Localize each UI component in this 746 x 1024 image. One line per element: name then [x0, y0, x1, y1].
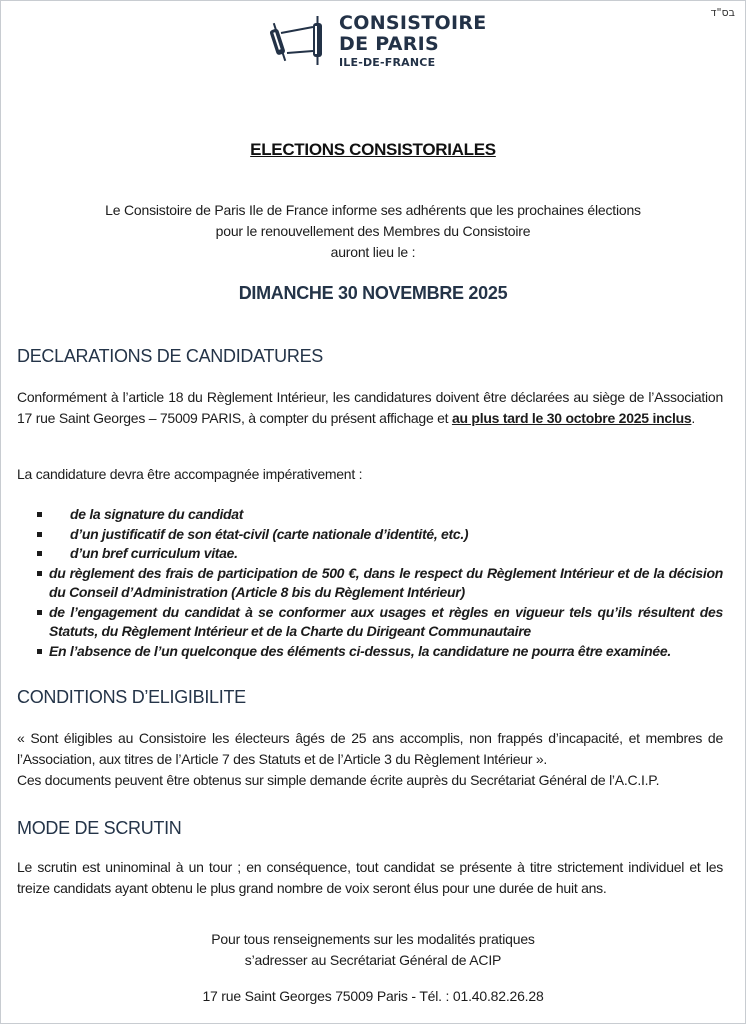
eligibility-documents: Ces documents peuvent être obtenus sur simple demande écrite auprès du Secrétariat Général de l’A.C.I.P. — [17, 772, 660, 788]
bullet-square-icon — [37, 571, 42, 576]
bullet-square-icon — [37, 532, 42, 537]
intro-line-1: Le Consistoire de Paris Ile de France informe ses adhérents que les prochaines élections — [105, 202, 641, 218]
list-item: d’un justificatif de son état-civil (carte nationale d’identité, etc.) — [37, 525, 723, 545]
requirements-list — [37, 505, 723, 661]
list-item: de la signature du candidat — [37, 505, 723, 525]
declarations-paragraph — [17, 387, 723, 429]
eligibility-paragraph: « Sont éligibles au Consistoire les électeurs âgés de 25 ans accomplis, non frappés d’incapacité, et membres de l’Association, aux titres de l’Article 7 des Statuts et de l’Article 3 du Règlement Intérieur ». — [17, 730, 723, 767]
bullet-square-icon — [37, 512, 42, 517]
bullet-square-icon — [37, 551, 42, 556]
list-item: du règlement des frais de participation de 500 €, dans le respect du Règlement Intérieur et de la décision du Conseil d’Administration (Article 8 bis du Règlement Intérieur) — [37, 564, 723, 603]
requirements-intro: La candidature devra être accompagnée impérativement : — [17, 466, 363, 482]
list-item: de l’engagement du candidat à se conformer aux usages et règles en vigueur tels qu’ils résultent des Statuts, du Règlement Intérieur et de la Charte du Dirigeant Communautaire — [37, 603, 723, 642]
voting-mode-heading: MODE DE SCRUTIN — [17, 818, 182, 838]
footer-contact: 17 rue Saint Georges 75009 Paris - Tél. : 01.40.82.26.28 — [202, 988, 544, 1004]
declarations-end: . — [691, 410, 696, 426]
logo-line-2: DE PARIS — [339, 33, 440, 55]
deadline-text: au plus tard le 30 octobre 2025 inclus — [451, 410, 692, 426]
torah-scroll-icon — [269, 13, 331, 69]
bullet-square-icon — [37, 649, 42, 654]
footer-line-2: s’adresser au Secrétariat Général de ACIP — [244, 952, 502, 968]
voting-mode-paragraph: Le scrutin est uninominal à un tour ; en conséquence, tout candidat se présente à titre strictement individuel et les treize candidats ayant obtenu le plus grand nombre de voix seront élus pour une durée de huit ans. — [17, 859, 723, 896]
intro-line-2: pour le renouvellement des Membres du Consistoire — [215, 223, 531, 239]
footer-info — [1, 929, 745, 971]
eligibility-heading: CONDITIONS D’ELIGIBILITE — [17, 687, 246, 707]
intro-line-3: auront lieu le : — [330, 244, 416, 260]
logo-line-1: CONSISTOIRE — [339, 12, 487, 34]
logo-line-3: ILE-DE-FRANCE — [339, 56, 436, 69]
declarations-heading: DECLARATIONS DE CANDIDATURES — [17, 346, 323, 366]
election-date: DIMANCHE 30 NOVEMBRE 2025 — [238, 283, 508, 303]
consistoire-logo — [269, 13, 487, 69]
declarations-text: Conformément à l’article 18 du Règlement Intérieur, les candidatures doivent être déclarées au siège de l’Association 17 rue Saint Georges – 75009 PARIS, à compter du présent affichage et — [17, 389, 723, 426]
footer-line-1: Pour tous renseignements sur les modalités pratiques — [211, 931, 535, 947]
list-item: En l’absence de l’un quelconque des éléments ci-dessus, la candidature ne pourra être examinée. — [37, 642, 723, 662]
page-title: ELECTIONS CONSISTORIALES — [250, 140, 496, 159]
hebrew-mark: בס"ד — [710, 6, 735, 19]
intro-text — [1, 200, 745, 263]
bullet-square-icon — [37, 610, 42, 615]
list-item: d’un bref curriculum vitae. — [37, 544, 723, 564]
